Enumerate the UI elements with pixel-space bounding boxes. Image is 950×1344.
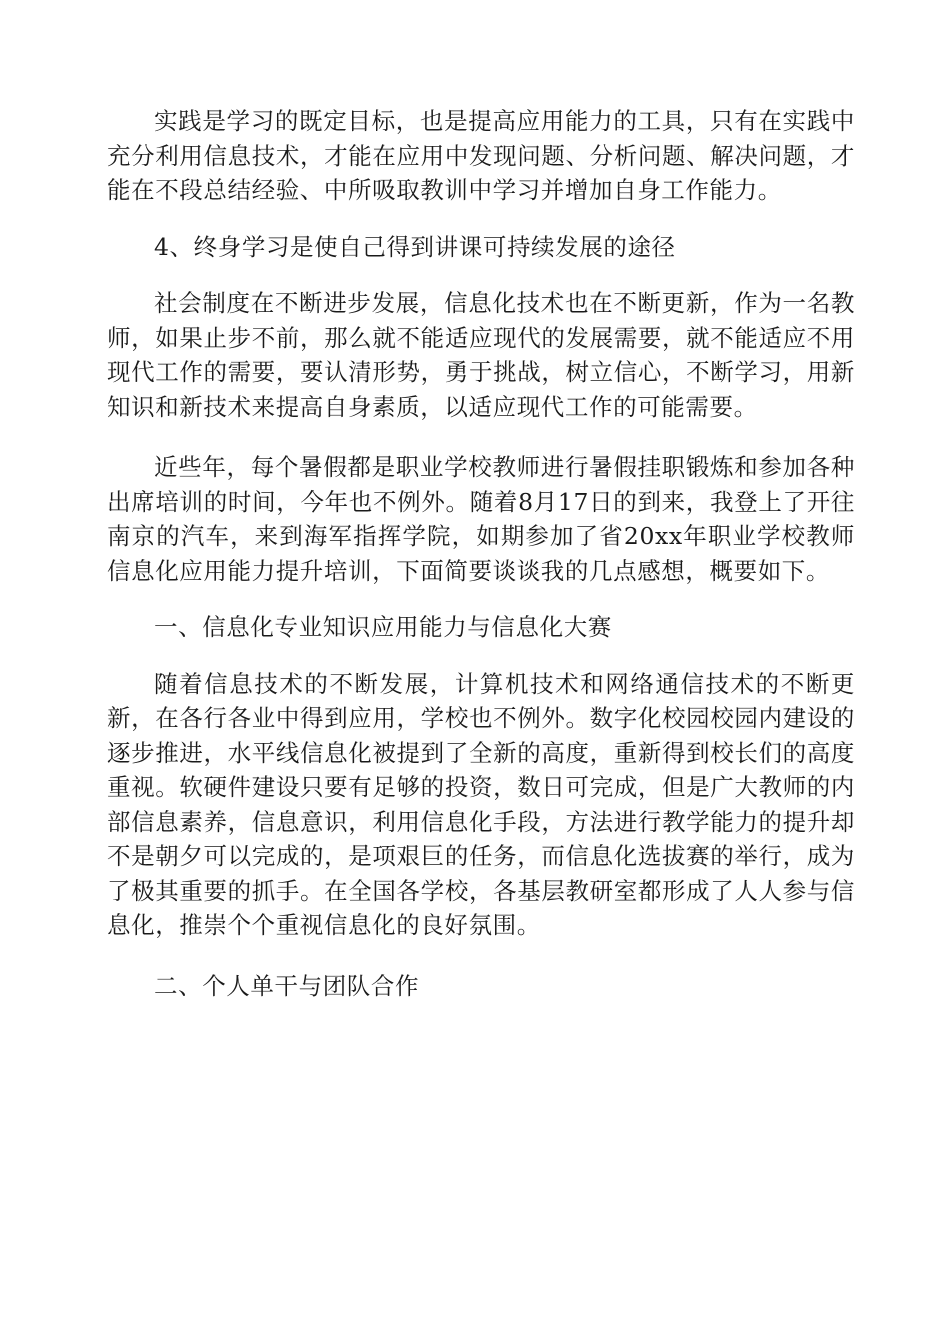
- heading-section-one: 一、信息化专业知识应用能力与信息化大赛: [154, 613, 612, 641]
- paragraph-social-development: 社会制度在不断进步发展，信息化技术也在不断更新，作为一名教师，如果止步不前，那么就不能适应现代的发展需要，就不能适应不用现代工作的需要，要认清形势，勇于挑战，树立信心，不断学习，用新知识和新技术来提高自身素质，以适应现代工作的可能需要。: [107, 289, 855, 421]
- heading-lifelong-learning: 4、终身学习是使自己得到讲课可持续发展的途径: [154, 232, 676, 261]
- paragraph-practice: 实践是学习的既定目标，也是提高应用能力的工具，只有在实践中充分利用信息技术，才能在应用中发现问题、分析问题、解决问题，才能在不段总结经验、中所吸取教训中学习并增加自身工作能力。: [107, 107, 855, 204]
- paragraph-summer-training: 近些年，每个暑假都是职业学校教师进行暑假挂职锻炼和参加各种出席培训的时间，今年也不例外。随着8月17日的到来，我登上了开往南京的汽车，来到海军指挥学院，如期参加了省20xx年职业学校教师信息化应用能力提升培训，下面简要谈谈我的几点感想，概要如下。: [107, 453, 855, 585]
- document-body: [107, 104, 855, 1003]
- paragraph-it-development: 随着信息技术的不断发展，计算机技术和网络通信技术的不断更新，在各行各业中得到应用，学校也不例外。数字化校园校园内建设的逐步推进，水平线信息化被提到了全新的高度，重新得到校长们的高度重视。软硬件建设只要有足够的投资，数日可完成，但是广大教师的内部信息素养，信息意识，利用信息化手段，方法进行教学能力的提升却不是朝夕可以完成的，是项艰巨的任务，而信息化选拔赛的举行，成为了极其重要的抓手。在全国各学校，各基层教研室都形成了人人参与信息化，推崇个个重视信息化的良好氛围。: [107, 669, 855, 939]
- heading-section-two: 二、个人单干与团队合作: [154, 971, 420, 1000]
